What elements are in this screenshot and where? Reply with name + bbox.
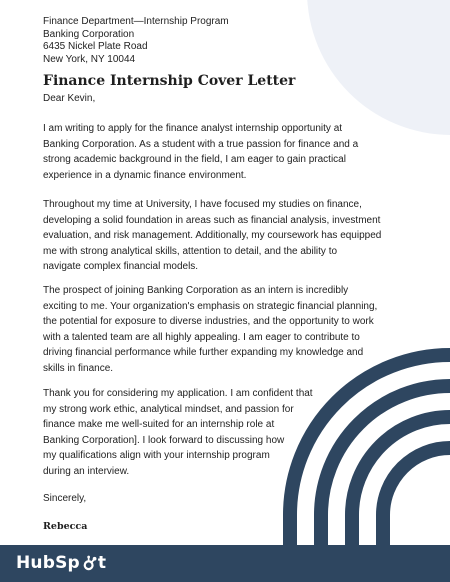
paragraph-line: my qualifications align with your internship program	[43, 450, 270, 462]
paragraph-line: the potential for exposure to diverse industries, and the opportunity to work	[43, 316, 374, 328]
logo-text-suffix: t	[97, 553, 107, 573]
paragraph-line: I am writing to apply for the finance analyst internship opportunity at	[43, 123, 343, 134]
address-line: 6435 Nickel Plate Road	[43, 41, 148, 53]
letter-title: Finance Internship Cover Letter	[43, 73, 296, 89]
logo-text-prefix: HubSp	[16, 553, 80, 573]
closing: Sincerely,	[43, 493, 87, 504]
paragraph-line: skills in finance.	[43, 362, 114, 374]
hubspot-logo	[16, 551, 106, 575]
paragraph-line: during an interview.	[43, 465, 130, 477]
paragraph-line: driving financial performance while further expanding my knowledge and	[43, 347, 364, 359]
signature: Rebecca	[43, 521, 88, 532]
footer-bar	[0, 545, 450, 582]
paragraph-line: Banking Corporation. As a student with a true passion for finance and a	[43, 138, 359, 150]
address-line: Banking Corporation	[43, 28, 135, 40]
paragraph-3	[43, 283, 377, 377]
paragraph-1	[43, 121, 358, 183]
paragraph-line: me with strong analytical skills, attention to detail, and the ability to	[43, 245, 338, 257]
paragraph-2	[43, 197, 381, 275]
paragraph-line: my strong work ethic, analytical mindset, and passion for	[43, 403, 294, 415]
sender-address	[43, 16, 229, 66]
paragraph-line: experience in a dynamic finance environment.	[43, 169, 247, 181]
paragraph-line: The prospect of joining Banking Corporation as an intern is incredibly	[43, 285, 349, 296]
paragraph-4	[43, 386, 313, 480]
paragraph-line: developing a solid foundation in areas such as financial analysis, investment	[43, 214, 381, 226]
greeting: Dear Kevin,	[43, 93, 96, 104]
paragraph-line: Throughout my time at University, I have focused my studies on finance,	[43, 199, 362, 210]
hubspot-sprocket-icon	[81, 555, 98, 572]
paragraph-line: Thank you for considering my application. I am confident that	[43, 388, 313, 399]
paragraph-line: finance make me well-suited for an internship role at	[43, 419, 275, 431]
paragraph-line: strong academic background in the field, I am eager to gain practical	[43, 154, 346, 166]
paragraph-line: Banking Corporation]. I look forward to discussing how	[43, 434, 285, 446]
paragraph-line: exciting to me. Your organization's emphasis on strategic financial planning,	[43, 300, 378, 312]
paragraph-line: evaluation, and risk management. Additionally, my coursework has equipped	[43, 230, 382, 242]
address-line: Finance Department—Internship Program	[43, 16, 229, 27]
paragraph-line: navigate complex financial models.	[43, 261, 199, 273]
address-line: New York, NY 10044	[43, 53, 136, 65]
paragraph-line: with a talented team are all highly appealing. I am eager to contribute to	[43, 331, 360, 343]
